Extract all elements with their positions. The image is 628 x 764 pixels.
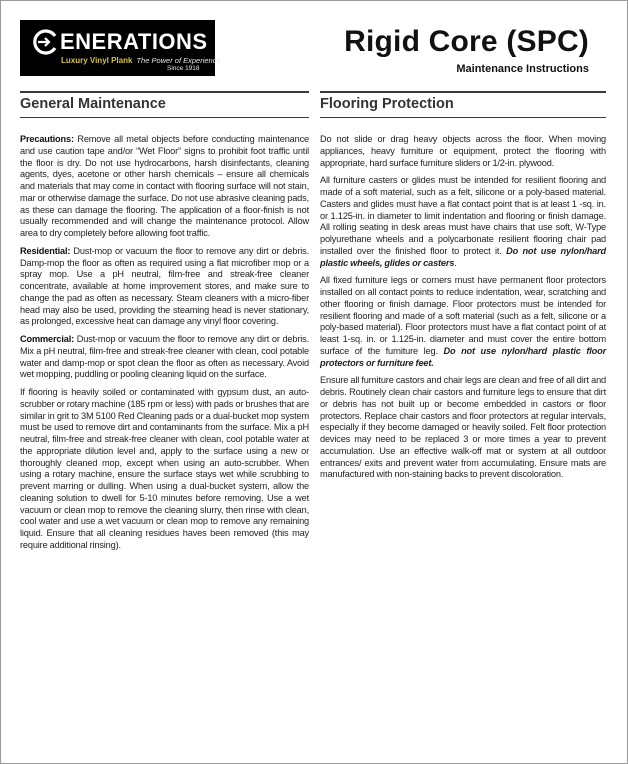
brand-logo xyxy=(20,20,221,76)
flooring-protection-heading: Flooring Protection xyxy=(320,91,606,118)
precautions-label: Precautions: xyxy=(20,134,74,144)
casters-period: . xyxy=(454,257,457,268)
general-maintenance-column xyxy=(20,91,309,558)
residential-paragraph xyxy=(20,246,309,328)
brand-wordmark: ENERATIONS xyxy=(60,29,208,54)
document-title: Rigid Core (SPC) xyxy=(344,25,589,58)
product-line: Luxury Vinyl Plank xyxy=(61,56,133,65)
brand-subline xyxy=(61,56,221,65)
commercial-paragraph xyxy=(20,334,309,381)
casters-warning: Do not use nylon/hard plastic wheels, glides or casters xyxy=(320,245,607,268)
casters-paragraph xyxy=(320,175,606,269)
floor-protectors-paragraph xyxy=(320,275,606,369)
brand-g-icon xyxy=(33,29,59,55)
heavy-objects-paragraph: Do not slide or drag heavy objects across the floor. When moving appliances, heavy furniture or equipment, protect the flooring with appropriate, hard surface furniture sliders or 1/2-in. plywood. xyxy=(320,134,606,168)
flooring-protection-column xyxy=(320,91,606,487)
residential-label: Residential: xyxy=(20,245,71,256)
document-subtitle: Maintenance Instructions xyxy=(456,63,589,75)
heavy-soil-paragraph: If flooring is heavily soiled or contaminated with gypsum dust, an auto-scrubber or rotary machine (185 rpm or less) with pads or brushes that are similar in grit to 3M 5100 Red Cleaning pads or a dual-bucket mop system must be used to remove dirt and contaminants from the surface. Mix a pH neutral, film-free and streak-free cleaner with clean, cool potable water at the appropriate dilution level and, apply to the surface using a new or thoroughly cleaned mop, except when using an auto-scrubber. When using a rotary machine, ensure the surface stays wet while scrubbing to prevent marring or dulling. When using a dual-bucket system, allow the cleaning solution to dwell for 5-10 minutes before removing. Use a wet vacuum or clean mop to remove the cleaning slurry, then rinse with clean, cool water and use a wet vacuum or clean mop to remove any remaining liquid. Ensure that all cleaning residues haves been removed (this may require additional rinsing). xyxy=(20,387,309,550)
castor-care-paragraph: Ensure all furniture castors and chair legs are clean and free of all dirt and debris. Routinely clean chair castors and furniture legs to ensure that dirt or debris has not built up or become embedded in castors or floor protectors. Replace chair castors and floor protectors at regular intervals, especially if they become damaged or heavily soiled. Felt floor protection devices may need to be replaced 3 or more times a year to prevent accumulation. Use an effective walk-off mat or system at all outdoor entrances/ exits and prevent water from accumulating. Ensure mats are manufactured with non-staining backs to prevent discoloration. xyxy=(320,375,606,480)
general-maintenance-heading: General Maintenance xyxy=(20,91,309,118)
brand-since: Since 1918 xyxy=(167,65,200,72)
commercial-text: Dust-mop or vacuum the floor to remove any dirt or debris. Mix a pH neutral, film-free and streak-free cleaner with clean, cool potable water and damp-mop or spot clean the floor as often as necessary. Avoid wet mopping, puddling or pooling cleaning liquid on the surface. xyxy=(20,334,309,380)
floor-protectors-text: All fixed furniture legs or corners must have permanent floor protectors installed on all contact points to reduce indentation, wear, scratching and other flooring or finish damage. Floor protectors must be intended for resilient flooring and made of a soft material (such as a felt, silicone or a poly-based material). Floor protectors must have a flat contact point of at least 1-sq. in. or 1.125-in. diameter and must cover the entire bottom surface of the furniture leg. xyxy=(320,275,606,356)
commercial-label: Commercial: xyxy=(20,334,75,344)
residential-text: Dust-mop or vacuum the floor to remove any dirt or debris. Damp-mop the floor as often as required using a flat microfiber mop or a spray mop. Use a pH neutral, film-free and streak-free cleaner concentrate, available at home improvement stores, and make sure to change the pad as often as necessary. Steam cleaners with a micro-fiber head may also be used, providing the steaming head is never stationary, as prolonged, excessive heat can damage any vinyl floor covering. xyxy=(20,245,309,327)
precautions-paragraph xyxy=(20,134,309,240)
brand-tagline: The Power of Experience xyxy=(136,56,221,65)
precautions-text: Remove all metal objects before conducting maintenance and use caution tape and/or “Wet Floor” signs to prohibit foot traffic until the floor is dry. Do not use hydrocarbons, harsh disinfectants, cleaning agents, dyes, acetone or other harsh chemicals – ensure all chemicals and materials that may come in contact with flooring surface will not stain, mar or otherwise damage the surface. Do not use abrasive cleaning pads, as these can damage the flooring. The application of a floor-finish is not usually recommended and will change the maintenance protocol. Allow area to dry completely before allowing foot traffic. xyxy=(20,134,309,238)
floor-protectors-warning: Do not use nylon/hard plastic floor protectors or furniture feet. xyxy=(320,345,606,368)
casters-text: All furniture casters or glides must be intended for resilient flooring and made of a soft material, such as a felt, silicone or a poly-based material. Casters and glides must have a flat contact point that is at least 1 -sq. in. or 1.125-in. in diameter to limit indentation and flooring or finish damage. All rolling seating in desk areas must have chairs that use soft, W-Type polyurethane wheels and a polycarbonate resilient flooring chair pad installed over the finished floor to protect it. xyxy=(320,175,606,256)
